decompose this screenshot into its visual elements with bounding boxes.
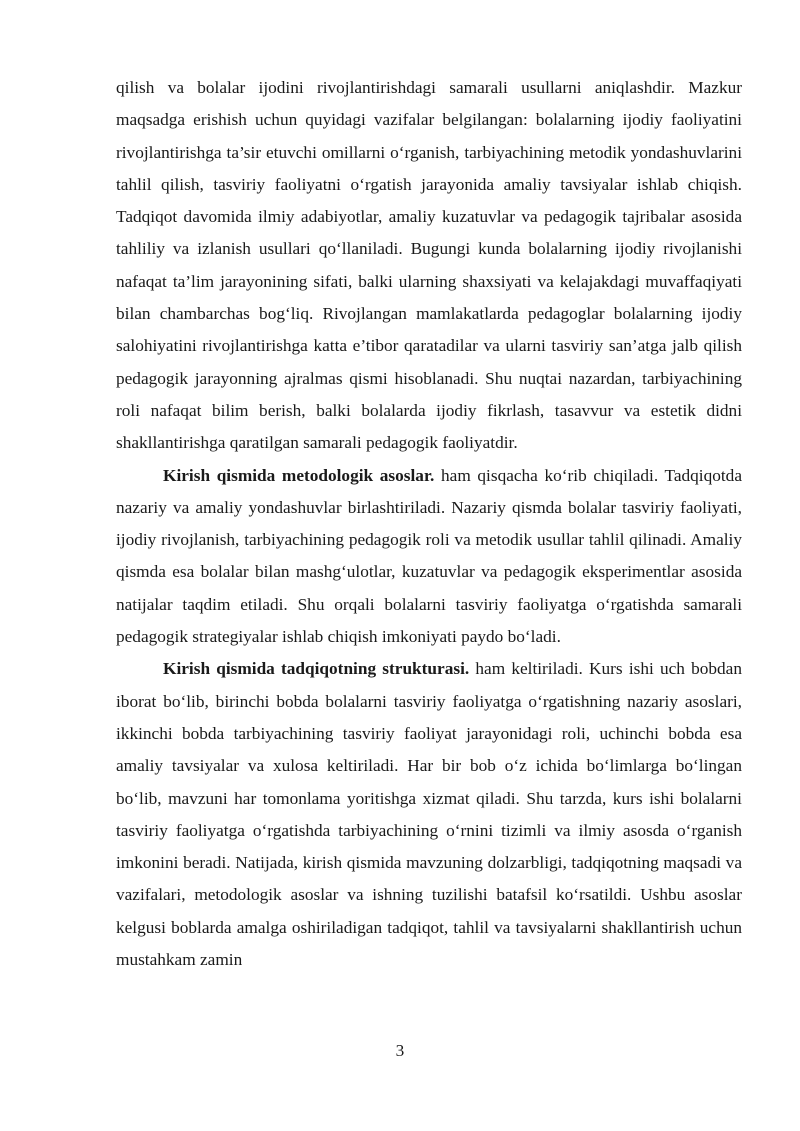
paragraph-2	[116, 460, 742, 654]
paragraph-2-text: ham qisqacha koʻrib chiqiladi. Tadqiqotda nazariy va amaliy yondashuvlar birlashtiriladi. Nazariy qismda bolalar tasviriy faoliyati, ijodiy rivojlanish, tarbiyachining pedagogik roli va metodik usullar tahlil qilinadi. Amaliy qismda esa bolalar bilan mashgʻulotlar, kuzatuvlar va pedagogik eksperimentlar asosida natijalar taqdim etiladi. Shu orqali bolalarni tasviriy faoliyatga oʻrgatishda samarali pedagogik strategiyalar ishlab chiqish imkoniyati paydo boʻladi.	[116, 465, 742, 647]
paragraph-1	[116, 72, 742, 460]
document-page	[116, 72, 742, 976]
paragraph-3-lead: Kirish qismida tadqiqotning strukturasi.	[163, 659, 470, 679]
paragraph-1-text: qilish va bolalar ijodini rivojlantirishdagi samarali usullarni aniqlashdir. Mazkur maqsadga erishish uchun quyidagi vazifalar belgilangan: bolalarning ijodiy faoliyatini rivojlantirishga ta’sir etuvchi omillarni oʻrganish, tarbiyachining metodik yondashuvlarini tahlil qilish, tasviriy faoliyatni oʻrgatish jarayonida amaliy tavsiyalar ishlab chiqish. Tadqiqot davomida ilmiy adabiyotlar, amaliy kuzatuvlar va pedagogik tajribalar asosida tahliliy va izlanish usullari qoʻllaniladi. Bugungi kunda bolalarning ijodiy rivojlanishi nafaqat ta’lim jarayonining sifati, balki ularning shaxsiyati va kelajakdagi muvaffaqiyati bilan chambarchas bogʻliq. Rivojlangan mamlakatlarda pedagoglar bolalarning ijodiy salohiyatini rivojlantirishga katta e’tibor qaratadilar va ularni tasviriy san’atga jalb qilish pedagogik jarayonning ajralmas qismi hisoblanadi. Shu nuqtai nazardan, tarbiyachining roli nafaqat bilim berish, balki bolalarda ijodiy fikrlash, tasavvur va estetik didni shakllantirishga qaratilgan samarali pedagogik faoliyatdir.	[116, 78, 742, 453]
page-number: 3	[395, 1041, 405, 1060]
paragraph-2-lead: Kirish qismida metodologik asoslar.	[163, 465, 435, 485]
paragraph-3-text: ham keltiriladi. Kurs ishi uch bobdan iborat boʻlib, birinchi bobda bolalarni tasviriy faoliyatga oʻrgatishning nazariy asoslari, ikkinchi bobda tarbiyachining tasviriy faoliyat jarayonidagi roli, uchinchi bobda esa amaliy tavsiyalar va xulosa keltiriladi. Har bir bob oʻz ichida boʻlimlarga boʻlingan boʻlib, mavzuni har tomonlama yoritishga xizmat qiladi. Shu tarzda, kurs ishi bolalarni tasviriy faoliyatga oʻrgatishda tarbiyachining oʻrnini tizimli va ilmiy asosda oʻrganish imkonini beradi. Natijada, kirish qismida mavzuning dolzarbligi, tadqiqotning maqsadi va vazifalari, metodologik asoslar va ishning tuzilishi batafsil koʻrsatildi. Ushbu asoslar kelgusi boblarda amalga oshiriladigan tadqiqot, tahlil va tavsiyalarni shakllantirish uchun mustahkam zamin	[116, 659, 742, 970]
paragraph-3	[116, 653, 742, 976]
